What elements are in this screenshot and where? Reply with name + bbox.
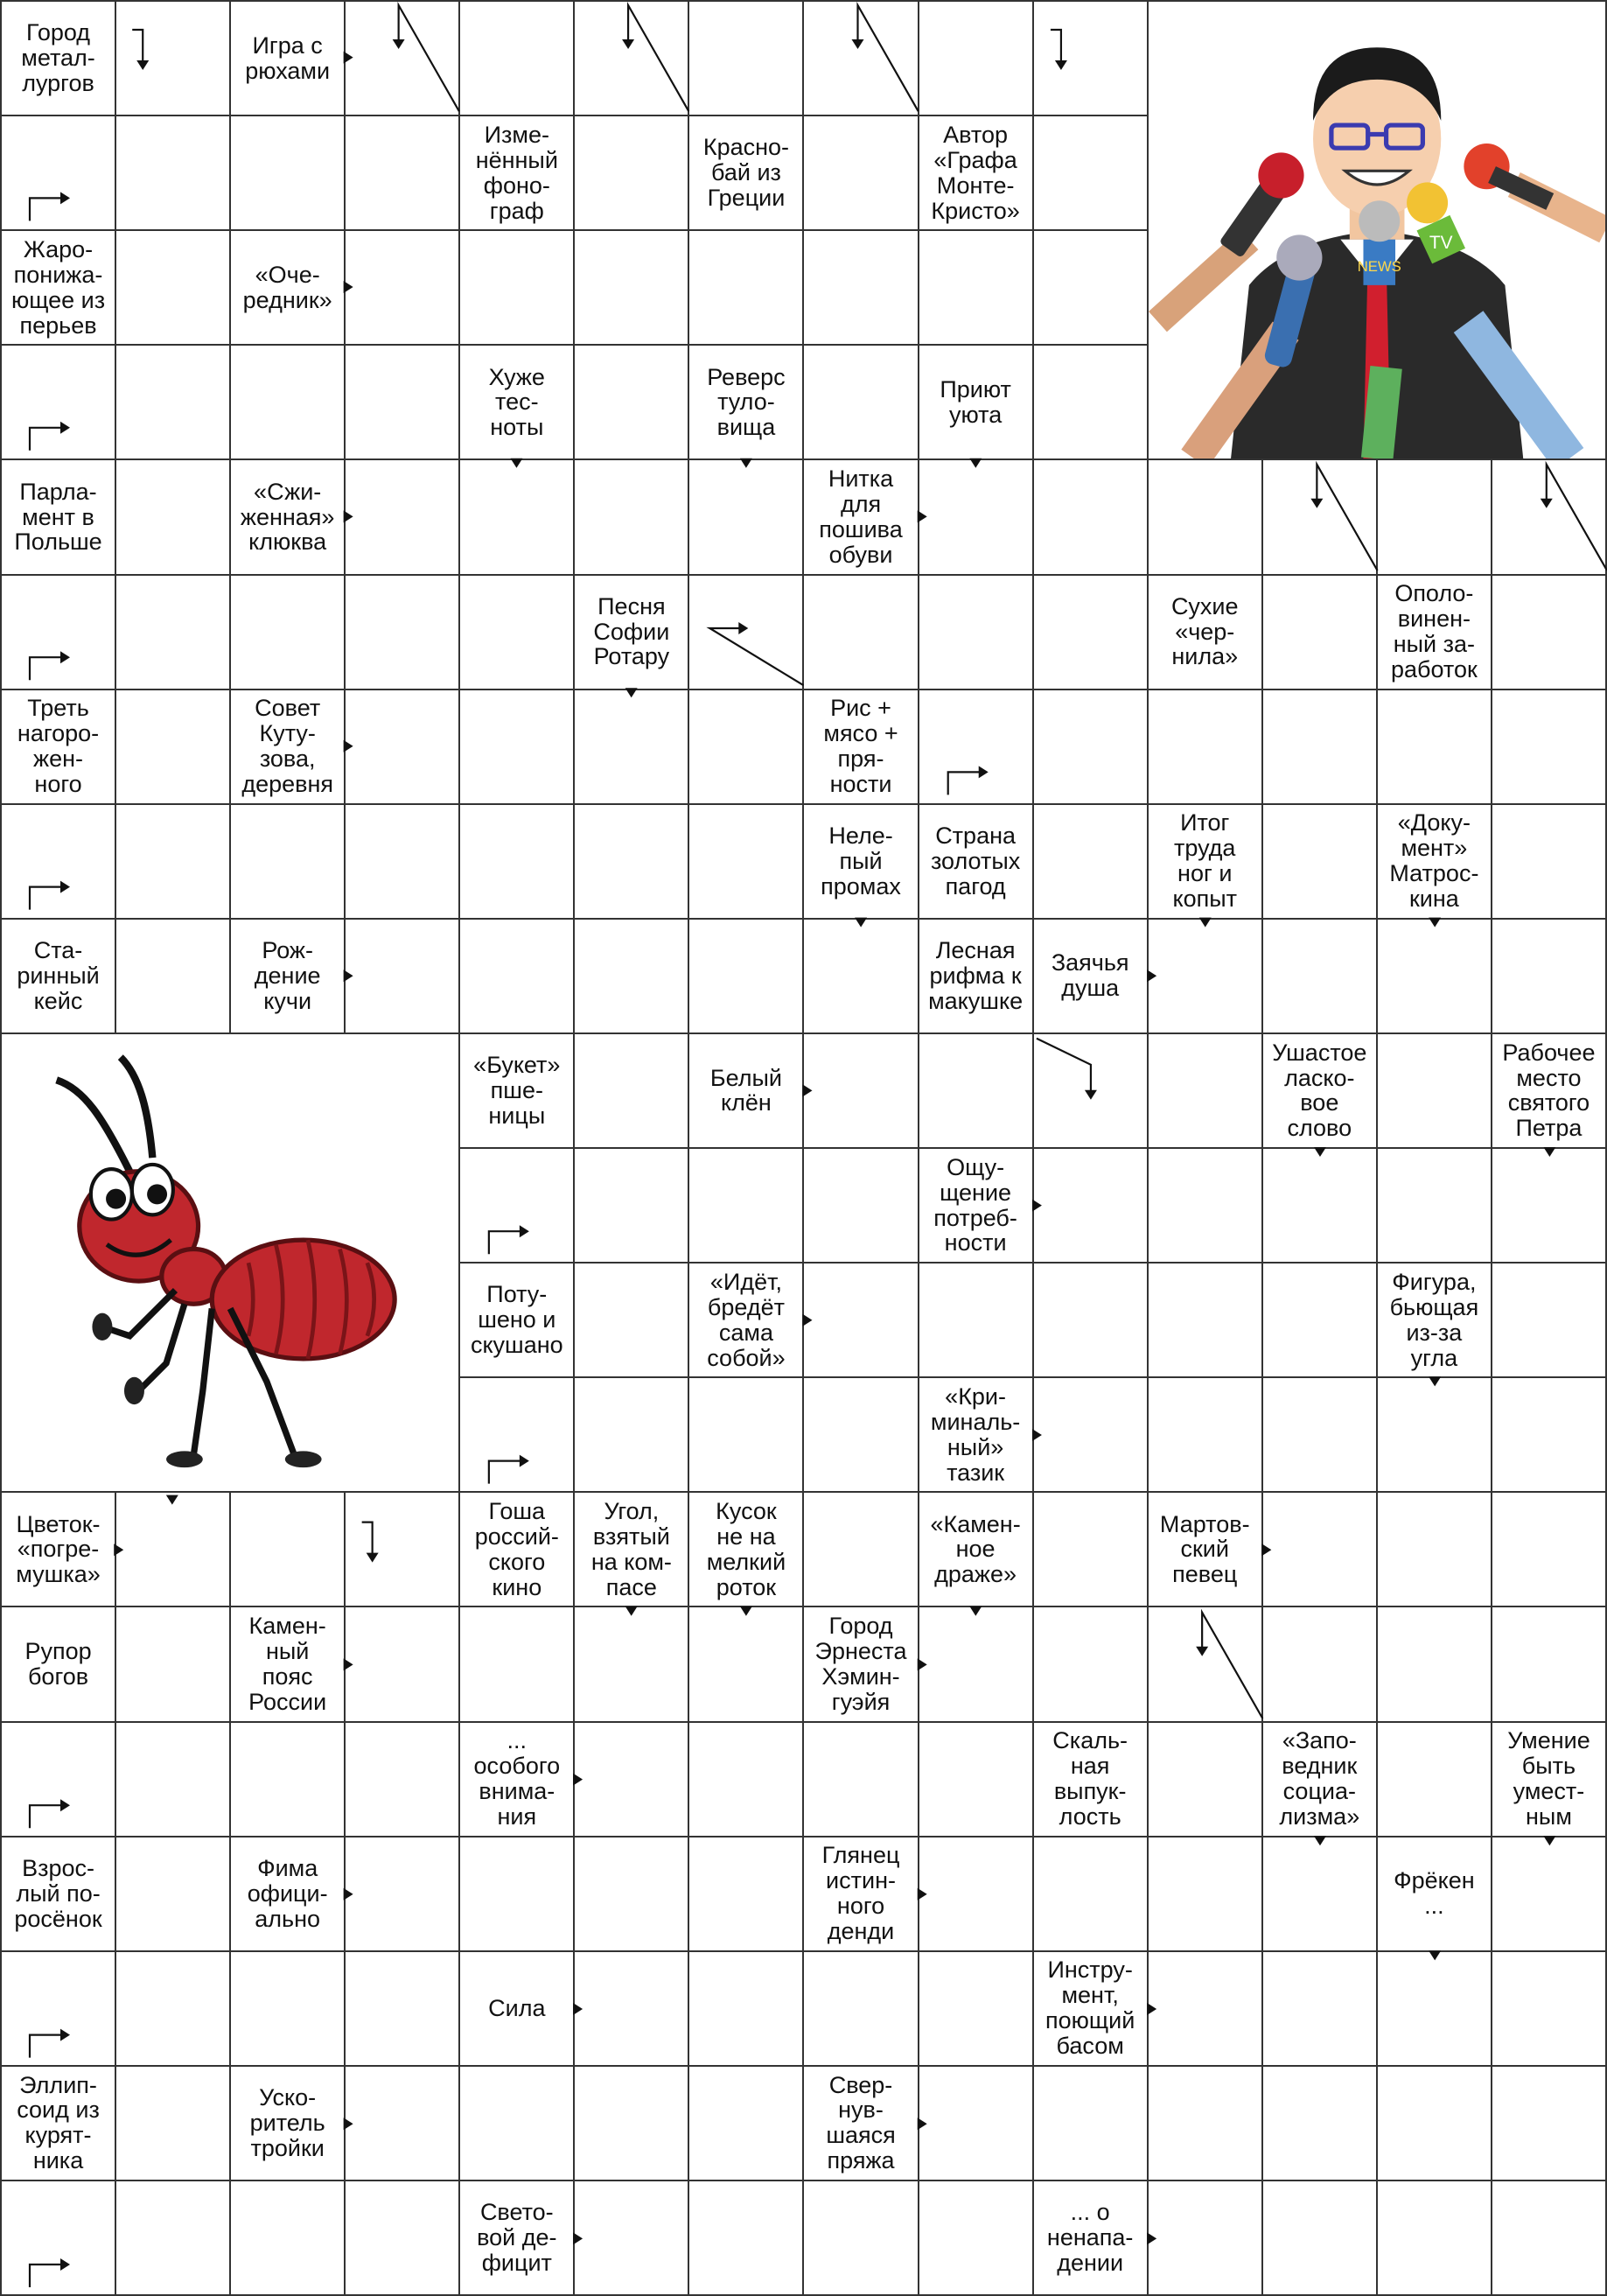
clue-cell: Мартов- ский певец <box>1149 1493 1263 1607</box>
answer-cell[interactable] <box>231 805 346 920</box>
answer-cell[interactable] <box>689 1149 804 1264</box>
answer-cell[interactable] <box>919 690 1034 805</box>
answer-cell[interactable] <box>575 116 689 231</box>
clue-cell: Гоша россий- ского кино <box>460 1493 575 1607</box>
answer-cell[interactable] <box>346 1493 460 1607</box>
clue-cell: Эллип- соид из курят- ника <box>2 2067 116 2181</box>
svg-text:TV: TV <box>1429 233 1453 254</box>
answer-cell[interactable] <box>919 1034 1034 1149</box>
clue-cell: Рупор богов <box>2 1607 116 1722</box>
answer-cell[interactable] <box>689 231 804 346</box>
answer-cell[interactable] <box>346 460 460 575</box>
answer-cell[interactable] <box>689 2181 804 2296</box>
answer-cell[interactable] <box>1378 1952 1492 2067</box>
answer-cell[interactable] <box>116 1838 231 1952</box>
answer-cell[interactable] <box>116 805 231 920</box>
answer-cell[interactable] <box>1263 1264 1378 1378</box>
clue-cell: Изме- нённый фоно- граф <box>460 116 575 231</box>
answer-cell[interactable] <box>575 1723 689 1838</box>
answer-cell[interactable] <box>689 460 804 575</box>
answer-cell[interactable] <box>346 1723 460 1838</box>
answer-cell[interactable] <box>919 460 1034 575</box>
answer-cell[interactable] <box>919 576 1034 690</box>
answer-cell[interactable] <box>346 920 460 1034</box>
answer-cell[interactable] <box>804 2 919 116</box>
answer-cell[interactable] <box>1034 1034 1149 1149</box>
svg-text:NEWS: NEWS <box>1357 258 1401 276</box>
answer-cell[interactable] <box>919 1723 1034 1838</box>
answer-cell[interactable] <box>346 346 460 460</box>
answer-cell[interactable] <box>346 2 460 116</box>
answer-cell[interactable] <box>1378 1607 1492 1722</box>
clue-cell: «Кри- миналь- ный» тазик <box>919 1378 1034 1493</box>
answer-cell[interactable] <box>804 1264 919 1378</box>
clue-cell: «Букет» пше- ницы <box>460 1034 575 1149</box>
journalists-interview-picture <box>1149 2 1607 460</box>
answer-cell[interactable] <box>231 346 346 460</box>
clue-cell: Камен- ный пояс России <box>231 1607 346 1722</box>
clue-cell: Приют уюта <box>919 346 1034 460</box>
answer-cell[interactable] <box>1034 2067 1149 2181</box>
answer-cell[interactable] <box>1378 920 1492 1034</box>
clue-cell: «Камен- ное драже» <box>919 1493 1034 1607</box>
answer-cell[interactable] <box>116 920 231 1034</box>
answer-cell[interactable] <box>1034 1607 1149 1722</box>
answer-cell[interactable] <box>1263 1149 1378 1264</box>
clue-cell: Город Эрнеста Хэмин- гуэйя <box>804 1607 919 1722</box>
answer-cell[interactable] <box>689 1607 804 1722</box>
clue-cell: Парла- мент в Польше <box>2 460 116 575</box>
answer-cell[interactable] <box>231 1493 346 1607</box>
answer-cell[interactable] <box>1034 1264 1149 1378</box>
answer-cell[interactable] <box>346 1838 460 1952</box>
answer-cell[interactable] <box>116 116 231 231</box>
answer-cell[interactable] <box>689 2 804 116</box>
clue-cell: Умение быть умест- ным <box>1492 1723 1607 1838</box>
answer-cell[interactable] <box>231 2181 346 2296</box>
answer-cell[interactable] <box>575 1838 689 1952</box>
answer-cell[interactable] <box>1378 1378 1492 1493</box>
answer-cell[interactable] <box>575 690 689 805</box>
answer-cell[interactable] <box>1034 1838 1149 1952</box>
answer-cell[interactable] <box>1378 2181 1492 2296</box>
clue-cell: Итог труда ног и копыт <box>1149 805 1263 920</box>
answer-cell[interactable] <box>804 231 919 346</box>
answer-cell[interactable] <box>1492 690 1607 805</box>
clue-cell: Фрёкен ... <box>1378 1838 1492 1952</box>
answer-cell[interactable] <box>231 1952 346 2067</box>
answer-cell[interactable] <box>804 576 919 690</box>
answer-cell[interactable] <box>804 1378 919 1493</box>
answer-cell[interactable] <box>1149 1378 1263 1493</box>
answer-cell[interactable] <box>460 1378 575 1493</box>
clue-cell: Песня Софии Ротару <box>575 576 689 690</box>
answer-cell[interactable] <box>346 690 460 805</box>
clue-cell: Сухие «чер- нила» <box>1149 576 1263 690</box>
answer-cell[interactable] <box>1263 2181 1378 2296</box>
answer-cell[interactable] <box>1492 920 1607 1034</box>
clue-cell: Город метал- лургов <box>2 2 116 116</box>
answer-cell[interactable] <box>460 576 575 690</box>
answer-cell[interactable] <box>575 1952 689 2067</box>
answer-cell[interactable] <box>1149 690 1263 805</box>
answer-cell[interactable] <box>460 2 575 116</box>
answer-cell[interactable] <box>460 2067 575 2181</box>
clue-cell: Фигура, бьющая из-за угла <box>1378 1264 1492 1378</box>
clue-cell: Страна золотых пагод <box>919 805 1034 920</box>
answer-cell[interactable] <box>346 2181 460 2296</box>
answer-cell[interactable] <box>346 231 460 346</box>
clue-cell: ... о ненапа- дении <box>1034 2181 1149 2296</box>
clue-cell: Ополо- винен- ный за- работок <box>1378 576 1492 690</box>
answer-cell[interactable] <box>919 2 1034 116</box>
answer-cell[interactable] <box>575 920 689 1034</box>
answer-cell[interactable] <box>346 1607 460 1722</box>
answer-cell[interactable] <box>1034 1149 1149 1264</box>
clue-cell: Кусок не на мелкий роток <box>689 1493 804 1607</box>
clue-cell: Рис + мясо + пря- ности <box>804 690 919 805</box>
answer-cell[interactable] <box>1034 1378 1149 1493</box>
answer-cell[interactable] <box>804 346 919 460</box>
answer-cell[interactable] <box>2 2181 116 2296</box>
answer-cell[interactable] <box>1492 1838 1607 1952</box>
clue-cell: Цветок- «погре- мушка» <box>2 1493 116 1607</box>
answer-cell[interactable] <box>575 1149 689 1264</box>
clue-cell: Скаль- ная выпук- лость <box>1034 1723 1149 1838</box>
answer-cell[interactable] <box>2 576 116 690</box>
answer-cell[interactable] <box>1149 1034 1263 1149</box>
answer-cell[interactable] <box>1492 1264 1607 1378</box>
answer-cell[interactable] <box>689 1723 804 1838</box>
answer-cell[interactable] <box>689 576 804 690</box>
answer-cell[interactable] <box>1034 2 1149 116</box>
clue-cell: Красно- бай из Греции <box>689 116 804 231</box>
answer-cell[interactable] <box>116 2181 231 2296</box>
answer-cell[interactable] <box>1492 805 1607 920</box>
answer-cell[interactable] <box>575 1607 689 1722</box>
answer-cell[interactable] <box>804 1493 919 1607</box>
answer-cell[interactable] <box>1378 1493 1492 1607</box>
answer-cell[interactable] <box>575 805 689 920</box>
clue-cell: «Идёт, бредёт сама собой» <box>689 1264 804 1378</box>
answer-cell[interactable] <box>460 690 575 805</box>
answer-cell[interactable] <box>575 346 689 460</box>
answer-cell[interactable] <box>1034 576 1149 690</box>
clue-cell: Инстру- мент, поющий басом <box>1034 1952 1149 2067</box>
answer-cell[interactable] <box>116 1607 231 1722</box>
clue-cell: Реверс туло- вища <box>689 346 804 460</box>
answer-cell[interactable] <box>1263 2067 1378 2181</box>
answer-cell[interactable] <box>1378 2067 1492 2181</box>
answer-cell[interactable] <box>804 1723 919 1838</box>
answer-cell[interactable] <box>1492 2067 1607 2181</box>
answer-cell[interactable] <box>919 2181 1034 2296</box>
clue-cell: «Запо- ведник социа- лизма» <box>1263 1723 1378 1838</box>
answer-cell[interactable] <box>1378 1723 1492 1838</box>
answer-cell[interactable] <box>919 231 1034 346</box>
answer-cell[interactable] <box>1149 1607 1263 1722</box>
answer-cell[interactable] <box>1492 1149 1607 1264</box>
red-ant-picture <box>2 1034 460 1493</box>
clue-cell: Ста- ринный кейс <box>2 920 116 1034</box>
clue-cell: Заячья душа <box>1034 920 1149 1034</box>
answer-cell[interactable] <box>575 2 689 116</box>
answer-cell[interactable] <box>804 1034 919 1149</box>
clue-cell: ... особого внима- ния <box>460 1723 575 1838</box>
answer-cell[interactable] <box>1263 576 1378 690</box>
answer-cell[interactable] <box>460 805 575 920</box>
answer-cell[interactable] <box>804 116 919 231</box>
answer-cell[interactable] <box>116 1952 231 2067</box>
answer-cell[interactable] <box>1378 690 1492 805</box>
clue-cell: «Доку- мент» Матрос- кина <box>1378 805 1492 920</box>
answer-cell[interactable] <box>2 805 116 920</box>
answer-cell[interactable] <box>2 116 116 231</box>
clue-cell: Глянец истин- ного денди <box>804 1838 919 1952</box>
answer-cell[interactable] <box>231 1723 346 1838</box>
clue-cell: Ощу- щение потреб- ности <box>919 1149 1034 1264</box>
answer-cell[interactable] <box>1149 460 1263 575</box>
answer-cell[interactable] <box>575 1264 689 1378</box>
answer-cell[interactable] <box>919 2067 1034 2181</box>
answer-cell[interactable] <box>460 1838 575 1952</box>
answer-cell[interactable] <box>689 2067 804 2181</box>
answer-cell[interactable] <box>919 1607 1034 1722</box>
clue-cell: Угол, взятый на ком- пасе <box>575 1493 689 1607</box>
answer-cell[interactable] <box>1492 1952 1607 2067</box>
answer-cell[interactable] <box>346 2067 460 2181</box>
answer-cell[interactable] <box>1149 920 1263 1034</box>
answer-cell[interactable] <box>346 1952 460 2067</box>
answer-cell[interactable] <box>804 920 919 1034</box>
answer-cell[interactable] <box>1378 460 1492 575</box>
answer-cell[interactable] <box>116 460 231 575</box>
answer-cell[interactable] <box>116 2 231 116</box>
answer-cell[interactable] <box>460 920 575 1034</box>
answer-cell[interactable] <box>804 2181 919 2296</box>
clue-cell: «Оче- редник» <box>231 231 346 346</box>
clue-cell: Жаро- понижа- ющее из перьев <box>2 231 116 346</box>
answer-cell[interactable] <box>346 116 460 231</box>
answer-cell[interactable] <box>346 805 460 920</box>
answer-cell[interactable] <box>1034 690 1149 805</box>
clue-cell: Хуже тес- ноты <box>460 346 575 460</box>
answer-cell[interactable] <box>1492 1493 1607 1607</box>
clue-cell: Взрос- лый по- росёнок <box>2 1838 116 1952</box>
clue-cell: Игра с рюхами <box>231 2 346 116</box>
clue-cell: Поту- шено и скушано <box>460 1264 575 1378</box>
clue-cell: Рож- дение кучи <box>231 920 346 1034</box>
answer-cell[interactable] <box>460 1607 575 1722</box>
answer-cell[interactable] <box>460 231 575 346</box>
clue-cell: Свер- нув- шаяся пряжа <box>804 2067 919 2181</box>
answer-cell[interactable] <box>575 1034 689 1149</box>
answer-cell[interactable] <box>689 805 804 920</box>
answer-cell[interactable] <box>460 460 575 575</box>
answer-cell[interactable] <box>2 346 116 460</box>
answer-cell[interactable] <box>116 1723 231 1838</box>
clue-cell: Нитка для пошива обуви <box>804 460 919 575</box>
answer-cell[interactable] <box>460 1149 575 1264</box>
answer-cell[interactable] <box>919 1264 1034 1378</box>
answer-cell[interactable] <box>1149 1723 1263 1838</box>
answer-cell[interactable] <box>919 1838 1034 1952</box>
answer-cell[interactable] <box>1263 690 1378 805</box>
clue-cell: Ушастое ласко- вое слово <box>1263 1034 1378 1149</box>
answer-cell[interactable] <box>575 2067 689 2181</box>
answer-cell[interactable] <box>1149 2181 1263 2296</box>
clue-cell: Сила <box>460 1952 575 2067</box>
clue-cell: Белый клён <box>689 1034 804 1149</box>
answer-cell[interactable] <box>1034 805 1149 920</box>
answer-cell[interactable] <box>575 460 689 575</box>
answer-cell[interactable] <box>231 116 346 231</box>
answer-cell[interactable] <box>1034 116 1149 231</box>
answer-cell[interactable] <box>575 2181 689 2296</box>
answer-cell[interactable] <box>1378 1034 1492 1149</box>
answer-cell[interactable] <box>2 1952 116 2067</box>
answer-cell[interactable] <box>1149 1264 1263 1378</box>
answer-cell[interactable] <box>1492 1607 1607 1722</box>
answer-cell[interactable] <box>1492 576 1607 690</box>
answer-cell[interactable] <box>231 576 346 690</box>
answer-cell[interactable] <box>689 1952 804 2067</box>
answer-cell[interactable] <box>116 690 231 805</box>
answer-cell[interactable] <box>1034 460 1149 575</box>
clue-cell: Лесная рифма к макушке <box>919 920 1034 1034</box>
answer-cell[interactable] <box>804 1952 919 2067</box>
answer-cell[interactable] <box>116 346 231 460</box>
clue-cell: Свето- вой де- фицит <box>460 2181 575 2296</box>
clue-cell: Фима офици- ально <box>231 1838 346 1952</box>
clue-cell: Рабочее место святого Петра <box>1492 1034 1607 1149</box>
clue-cell: Неле- пый промах <box>804 805 919 920</box>
answer-cell[interactable] <box>1149 1952 1263 2067</box>
answer-cell[interactable] <box>804 1149 919 1264</box>
clue-cell: «Сжи- женная» клюква <box>231 460 346 575</box>
answer-cell[interactable] <box>1492 460 1607 575</box>
answer-cell[interactable] <box>1263 1952 1378 2067</box>
answer-cell[interactable] <box>575 1378 689 1493</box>
answer-cell[interactable] <box>1149 1149 1263 1264</box>
answer-cell[interactable] <box>1492 2181 1607 2296</box>
answer-cell[interactable] <box>689 690 804 805</box>
answer-cell[interactable] <box>1263 805 1378 920</box>
clue-cell: Автор «Графа Монте- Кристо» <box>919 116 1034 231</box>
answer-cell[interactable] <box>575 231 689 346</box>
answer-cell[interactable] <box>2 1723 116 1838</box>
clue-cell: Совет Куту- зова, деревня <box>231 690 346 805</box>
answer-cell[interactable] <box>919 1952 1034 2067</box>
answer-cell[interactable] <box>116 1493 231 1607</box>
clue-cell: Треть нагоро- жен- ного <box>2 690 116 805</box>
answer-cell[interactable] <box>116 2067 231 2181</box>
answer-cell[interactable] <box>1492 1378 1607 1493</box>
answer-cell[interactable] <box>689 1378 804 1493</box>
answer-cell[interactable] <box>1378 1149 1492 1264</box>
answer-cell[interactable] <box>1263 920 1378 1034</box>
answer-cell[interactable] <box>1263 1607 1378 1722</box>
answer-cell[interactable] <box>689 920 804 1034</box>
answer-cell[interactable] <box>1034 346 1149 460</box>
answer-cell[interactable] <box>116 576 231 690</box>
answer-cell[interactable] <box>1034 1493 1149 1607</box>
answer-cell[interactable] <box>689 1838 804 1952</box>
answer-cell[interactable] <box>1149 1838 1263 1952</box>
answer-cell[interactable] <box>1263 460 1378 575</box>
answer-cell[interactable] <box>1149 2067 1263 2181</box>
answer-cell[interactable] <box>116 231 231 346</box>
clue-cell: Уско- ритель тройки <box>231 2067 346 2181</box>
answer-cell[interactable] <box>1034 231 1149 346</box>
answer-cell[interactable] <box>346 576 460 690</box>
answer-cell[interactable] <box>1263 1493 1378 1607</box>
answer-cell[interactable] <box>1263 1838 1378 1952</box>
answer-cell[interactable] <box>1263 1378 1378 1493</box>
